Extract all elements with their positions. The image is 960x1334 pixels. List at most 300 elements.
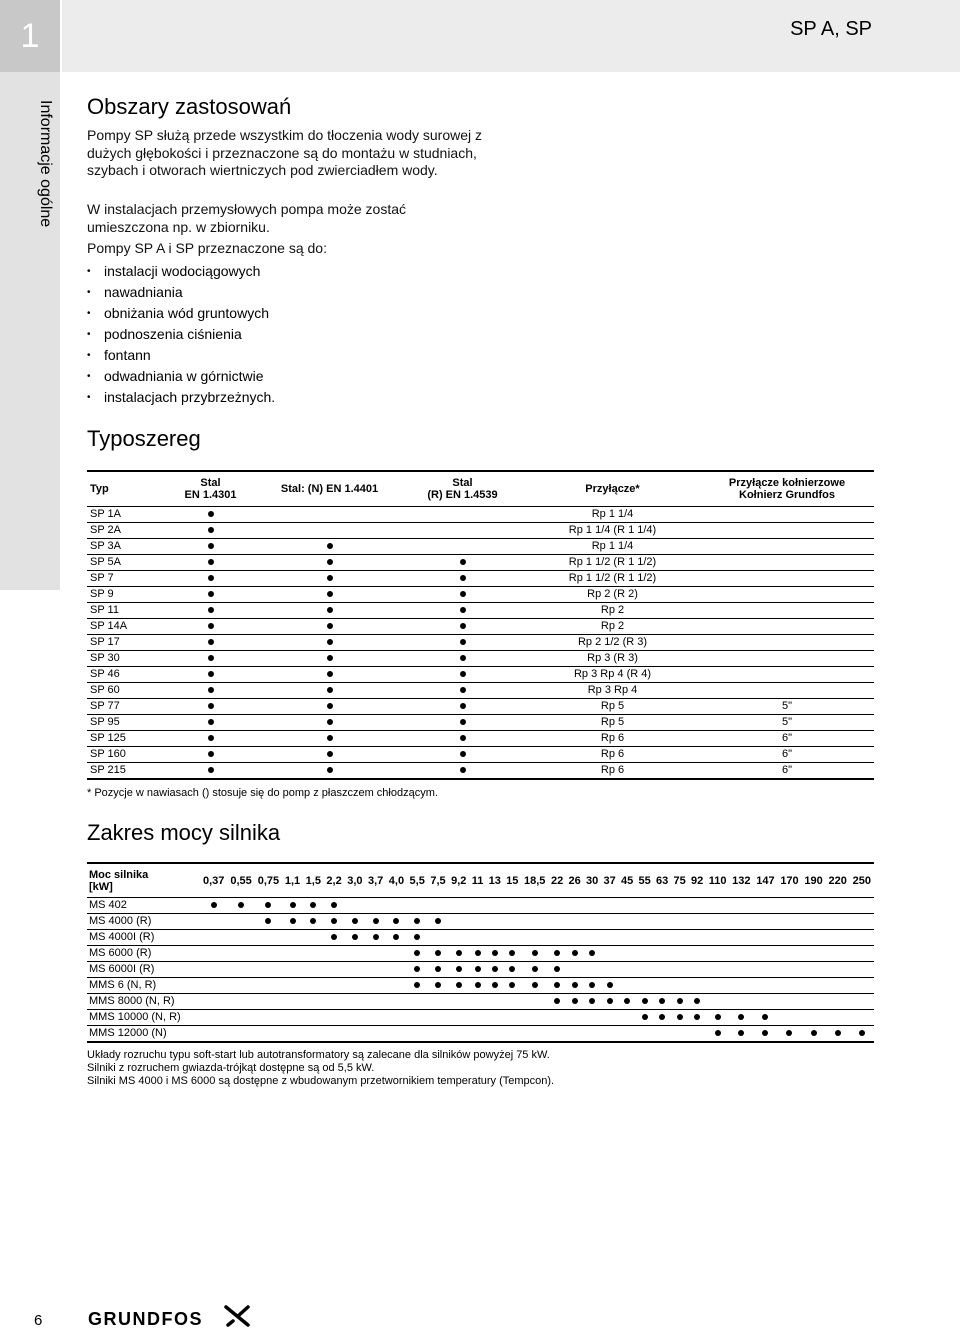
power-cell bbox=[583, 962, 601, 978]
availability-dot bbox=[509, 950, 515, 956]
cell-connection: Rp 6 bbox=[525, 763, 700, 780]
availability-dot bbox=[393, 918, 399, 924]
cell-steel-a bbox=[162, 731, 259, 747]
availability-dot bbox=[208, 511, 214, 517]
power-cell bbox=[688, 962, 706, 978]
power-cell bbox=[729, 978, 753, 994]
cell-typ: SP 5A bbox=[87, 555, 162, 571]
power-cell bbox=[671, 914, 689, 930]
cell-typ: SP 9 bbox=[87, 587, 162, 603]
power-cell bbox=[504, 978, 522, 994]
power-header: 250 bbox=[852, 874, 872, 887]
availability-dot bbox=[762, 1014, 768, 1020]
power-cell bbox=[826, 914, 850, 930]
power-cell bbox=[777, 946, 801, 962]
availability-dot bbox=[786, 1030, 792, 1036]
availability-dot bbox=[554, 966, 560, 972]
power-header: 75 bbox=[673, 874, 686, 887]
power-cell bbox=[521, 1010, 548, 1026]
power-cell bbox=[618, 930, 636, 946]
cell-connection: Rp 6 bbox=[525, 747, 700, 763]
cell-flange: 6" bbox=[700, 731, 874, 747]
availability-dot bbox=[208, 703, 214, 709]
power-cell bbox=[566, 1026, 584, 1043]
availability-dot bbox=[811, 1030, 817, 1036]
power-cell bbox=[777, 978, 801, 994]
cell-steel-b bbox=[259, 731, 400, 747]
power-cell bbox=[653, 1026, 671, 1043]
availability-dot bbox=[208, 575, 214, 581]
availability-dot bbox=[624, 998, 630, 1004]
power-cell bbox=[486, 1026, 504, 1043]
power-header: 26 bbox=[568, 874, 581, 887]
cell-flange bbox=[700, 635, 874, 651]
power-cell bbox=[303, 994, 324, 1010]
power-cell bbox=[303, 1026, 324, 1043]
power-header: 45 bbox=[621, 874, 634, 887]
cell-steel-c bbox=[400, 603, 525, 619]
power-cell bbox=[344, 994, 365, 1010]
cell-flange bbox=[700, 523, 874, 539]
cell-steel-c bbox=[400, 635, 525, 651]
power-cell bbox=[802, 1026, 826, 1043]
power-cell bbox=[227, 978, 254, 994]
col-connection: Przyłącze* bbox=[585, 483, 640, 495]
power-cell bbox=[601, 1010, 619, 1026]
availability-dot bbox=[327, 591, 333, 597]
power-cell bbox=[407, 994, 428, 1010]
cell-flange bbox=[700, 555, 874, 571]
availability-dot bbox=[327, 751, 333, 757]
power-cell bbox=[365, 930, 386, 946]
power-cell bbox=[324, 978, 345, 994]
power-cell bbox=[729, 914, 753, 930]
power-cell bbox=[688, 994, 706, 1010]
power-cell bbox=[802, 978, 826, 994]
power-cell bbox=[344, 930, 365, 946]
cell-flange: 5" bbox=[700, 699, 874, 715]
power-cell bbox=[407, 1010, 428, 1026]
availability-dot bbox=[327, 543, 333, 549]
availability-dot bbox=[509, 982, 515, 988]
power-cell bbox=[548, 994, 566, 1010]
cell-steel-b bbox=[259, 747, 400, 763]
power-header: 132 bbox=[732, 874, 751, 887]
power-header: 37 bbox=[603, 874, 616, 887]
power-cell bbox=[729, 1026, 753, 1043]
power-cell bbox=[486, 946, 504, 962]
power-cell bbox=[566, 914, 584, 930]
availability-dot bbox=[208, 655, 214, 661]
power-cell bbox=[802, 994, 826, 1010]
power-header: 63 bbox=[656, 874, 669, 887]
power-cell bbox=[448, 1026, 469, 1043]
section-heading-range: Typoszereg bbox=[87, 426, 201, 451]
table-row bbox=[87, 507, 874, 523]
power-cell bbox=[324, 930, 345, 946]
availability-dot bbox=[694, 998, 700, 1004]
power-cell bbox=[324, 898, 345, 914]
power-cell bbox=[653, 930, 671, 946]
power-cell bbox=[583, 930, 601, 946]
power-cell bbox=[486, 898, 504, 914]
availability-dot bbox=[859, 1030, 865, 1036]
power-cell bbox=[688, 978, 706, 994]
power-cell bbox=[850, 946, 874, 962]
power-cell bbox=[303, 1010, 324, 1026]
availability-dot bbox=[532, 966, 538, 972]
motor-row bbox=[87, 930, 874, 946]
availability-dot bbox=[456, 966, 462, 972]
power-cell bbox=[504, 946, 522, 962]
note-line: Układy rozruchu typu soft-start lub autotransformatory są zalecane dla silników powyżej 75 kW. bbox=[87, 1049, 550, 1061]
cell-steel-b bbox=[259, 683, 400, 699]
power-cell bbox=[601, 994, 619, 1010]
power-cell bbox=[753, 978, 777, 994]
table-row bbox=[87, 731, 874, 747]
table-row bbox=[87, 603, 874, 619]
bullet-list bbox=[87, 261, 275, 408]
availability-dot bbox=[677, 1014, 683, 1020]
availability-dot bbox=[208, 735, 214, 741]
availability-dot bbox=[460, 623, 466, 629]
availability-dot bbox=[532, 950, 538, 956]
table-row bbox=[87, 699, 874, 715]
cell-steel-a bbox=[162, 523, 259, 539]
cell-steel-b bbox=[259, 539, 400, 555]
availability-dot bbox=[715, 1030, 721, 1036]
availability-dot bbox=[290, 918, 296, 924]
cell-steel-a bbox=[162, 539, 259, 555]
power-cell bbox=[653, 898, 671, 914]
power-cell bbox=[566, 898, 584, 914]
power-cell bbox=[583, 978, 601, 994]
availability-dot bbox=[554, 982, 560, 988]
power-cell bbox=[504, 914, 522, 930]
power-cell bbox=[548, 946, 566, 962]
availability-dot bbox=[694, 1014, 700, 1020]
cell-steel-a bbox=[162, 683, 259, 699]
bullet-item: • nawadniania bbox=[87, 282, 275, 303]
availability-dot bbox=[572, 998, 578, 1004]
availability-dot bbox=[414, 918, 420, 924]
availability-dot bbox=[327, 687, 333, 693]
power-cell bbox=[344, 898, 365, 914]
power-header: 3,0 bbox=[347, 874, 363, 887]
power-cell bbox=[200, 946, 227, 962]
col-steel-4301: Stal EN 1.4301 bbox=[184, 477, 237, 501]
motor-row bbox=[87, 1010, 874, 1026]
power-cell bbox=[365, 898, 386, 914]
power-cell bbox=[548, 930, 566, 946]
power-header: 55 bbox=[638, 874, 651, 887]
power-cell bbox=[753, 1010, 777, 1026]
power-cell bbox=[303, 946, 324, 962]
power-cell bbox=[407, 946, 428, 962]
power-cell bbox=[618, 1010, 636, 1026]
cell-steel-b bbox=[259, 571, 400, 587]
power-header: 110 bbox=[708, 874, 727, 887]
cell-steel-a bbox=[162, 571, 259, 587]
cell-flange bbox=[700, 571, 874, 587]
power-cell bbox=[504, 962, 522, 978]
power-cell bbox=[826, 962, 850, 978]
power-header: 11 bbox=[471, 874, 484, 887]
power-cell bbox=[850, 1026, 874, 1043]
availability-dot bbox=[460, 751, 466, 757]
availability-dot bbox=[327, 719, 333, 725]
availability-dot bbox=[393, 934, 399, 940]
cell-connection: Rp 1 1/4 bbox=[525, 539, 700, 555]
power-cell bbox=[583, 898, 601, 914]
power-header: 4,0 bbox=[388, 874, 405, 887]
power-cell bbox=[486, 962, 504, 978]
availability-dot bbox=[331, 918, 337, 924]
power-cell bbox=[486, 930, 504, 946]
availability-dot bbox=[715, 1014, 721, 1020]
power-cell bbox=[200, 898, 227, 914]
footnote: * Pozycje w nawiasach () stosuje się do pomp z płaszczem chłodzącym. bbox=[87, 787, 438, 799]
power-cell bbox=[365, 962, 386, 978]
table-row bbox=[87, 763, 874, 780]
power-cell bbox=[802, 946, 826, 962]
availability-dot bbox=[211, 902, 217, 908]
cell-steel-a bbox=[162, 699, 259, 715]
availability-dot bbox=[460, 559, 466, 565]
power-cell bbox=[548, 962, 566, 978]
cell-steel-b bbox=[259, 715, 400, 731]
cell-typ: SP 95 bbox=[87, 715, 162, 731]
power-cell bbox=[706, 930, 729, 946]
bullet-item: • odwadniania w górnictwie bbox=[87, 366, 275, 387]
power-cell bbox=[521, 978, 548, 994]
motor-table bbox=[87, 862, 874, 1043]
power-cell bbox=[504, 1010, 522, 1026]
cell-typ: SP 215 bbox=[87, 763, 162, 780]
bullet-item: • instalacjach przybrzeżnych. bbox=[87, 387, 275, 408]
power-cell bbox=[448, 914, 469, 930]
power-cell bbox=[706, 946, 729, 962]
power-cell bbox=[753, 930, 777, 946]
availability-dot bbox=[554, 998, 560, 1004]
availability-dot bbox=[327, 607, 333, 613]
power-cell bbox=[227, 930, 254, 946]
power-cell bbox=[566, 930, 584, 946]
power-cell bbox=[386, 930, 407, 946]
power-cell bbox=[324, 962, 345, 978]
power-header: 0,55 bbox=[230, 874, 252, 887]
availability-dot bbox=[460, 639, 466, 645]
cell-steel-c bbox=[400, 507, 525, 523]
bullet-item: • obniżania wód gruntowych bbox=[87, 303, 275, 324]
motor-name: MS 6000I (R) bbox=[87, 962, 200, 978]
power-cell bbox=[802, 930, 826, 946]
power-cell bbox=[344, 1010, 365, 1026]
power-cell bbox=[618, 962, 636, 978]
table-row bbox=[87, 523, 874, 539]
cell-typ: SP 11 bbox=[87, 603, 162, 619]
power-cell bbox=[777, 962, 801, 978]
bullet-item: • instalacji wodociągowych bbox=[87, 261, 275, 282]
power-header: 147 bbox=[756, 874, 775, 887]
availability-dot bbox=[208, 543, 214, 549]
power-cell bbox=[729, 898, 753, 914]
power-cell bbox=[428, 994, 449, 1010]
table-row bbox=[87, 555, 874, 571]
availability-dot bbox=[352, 918, 358, 924]
availability-dot bbox=[475, 950, 481, 956]
cell-steel-a bbox=[162, 635, 259, 651]
cell-flange bbox=[700, 667, 874, 683]
availability-dot bbox=[642, 998, 648, 1004]
power-cell bbox=[618, 994, 636, 1010]
cell-typ: SP 30 bbox=[87, 651, 162, 667]
power-cell bbox=[636, 946, 654, 962]
availability-dot bbox=[460, 719, 466, 725]
power-header: 0,75 bbox=[257, 874, 280, 887]
power-cell bbox=[777, 914, 801, 930]
power-cell bbox=[428, 1010, 449, 1026]
power-cell bbox=[618, 898, 636, 914]
power-cell bbox=[636, 1026, 654, 1043]
cell-steel-c bbox=[400, 651, 525, 667]
power-cell bbox=[653, 978, 671, 994]
availability-dot bbox=[208, 719, 214, 725]
cell-steel-c bbox=[400, 699, 525, 715]
power-cell bbox=[448, 946, 469, 962]
cell-steel-a bbox=[162, 667, 259, 683]
power-cell bbox=[706, 1026, 729, 1043]
power-header: 92 bbox=[691, 874, 704, 887]
power-cell bbox=[521, 994, 548, 1010]
availability-dot bbox=[435, 982, 441, 988]
cell-typ: SP 77 bbox=[87, 699, 162, 715]
power-header: 3,7 bbox=[367, 874, 384, 887]
power-cell bbox=[671, 946, 689, 962]
availability-dot bbox=[607, 982, 613, 988]
power-cell bbox=[850, 994, 874, 1010]
section-heading-motor: Zakres mocy silnika bbox=[87, 820, 281, 845]
availability-dot bbox=[492, 982, 498, 988]
availability-dot bbox=[208, 607, 214, 613]
range-table bbox=[87, 470, 874, 780]
cell-steel-b bbox=[259, 619, 400, 635]
power-cell bbox=[448, 1010, 469, 1026]
power-cell bbox=[303, 898, 324, 914]
availability-dot bbox=[762, 1030, 768, 1036]
table-row bbox=[87, 587, 874, 603]
cell-connection: Rp 2 bbox=[525, 619, 700, 635]
power-cell bbox=[566, 946, 584, 962]
availability-dot bbox=[327, 735, 333, 741]
availability-dot bbox=[460, 655, 466, 661]
power-cell bbox=[566, 1010, 584, 1026]
power-cell bbox=[636, 978, 654, 994]
power-cell bbox=[303, 914, 324, 930]
availability-dot bbox=[589, 950, 595, 956]
power-cell bbox=[583, 994, 601, 1010]
power-header: 1,1 bbox=[284, 874, 301, 887]
power-cell bbox=[282, 994, 303, 1010]
power-cell bbox=[227, 994, 254, 1010]
cell-steel-c bbox=[400, 731, 525, 747]
power-cell bbox=[407, 898, 428, 914]
power-cell bbox=[653, 962, 671, 978]
power-cell bbox=[802, 962, 826, 978]
power-cell bbox=[486, 978, 504, 994]
availability-dot bbox=[290, 902, 296, 908]
availability-dot bbox=[738, 1014, 744, 1020]
table-row bbox=[87, 747, 874, 763]
availability-dot bbox=[265, 918, 271, 924]
power-cell bbox=[469, 946, 486, 962]
col-steel-4539: Stal (R) EN 1.4539 bbox=[427, 477, 498, 501]
power-cell bbox=[303, 962, 324, 978]
power-cell bbox=[826, 930, 850, 946]
power-cell bbox=[200, 994, 227, 1010]
power-cell bbox=[386, 1010, 407, 1026]
power-cell bbox=[850, 898, 874, 914]
availability-dot bbox=[208, 687, 214, 693]
power-cell bbox=[826, 978, 850, 994]
cell-steel-b bbox=[259, 555, 400, 571]
availability-dot bbox=[414, 950, 420, 956]
power-cell bbox=[636, 914, 654, 930]
power-cell bbox=[636, 930, 654, 946]
cell-connection: Rp 1 1/4 (R 1 1/4) bbox=[525, 523, 700, 539]
availability-dot bbox=[572, 950, 578, 956]
power-cell bbox=[706, 962, 729, 978]
power-header: 1,5 bbox=[305, 874, 321, 887]
cell-steel-c bbox=[400, 619, 525, 635]
power-cell bbox=[753, 914, 777, 930]
power-cell bbox=[282, 946, 303, 962]
power-cell bbox=[671, 1026, 689, 1043]
power-cell bbox=[344, 1026, 365, 1043]
col-typ: Typ bbox=[90, 483, 109, 495]
power-cell bbox=[826, 898, 850, 914]
paragraph: Pompy SP A i SP przeznaczone są do: bbox=[87, 240, 327, 256]
power-cell bbox=[671, 978, 689, 994]
cell-connection: Rp 2 1/2 (R 3) bbox=[525, 635, 700, 651]
power-cell bbox=[386, 994, 407, 1010]
cell-connection: Rp 3 (R 3) bbox=[525, 651, 700, 667]
power-cell bbox=[706, 1010, 729, 1026]
power-cell bbox=[324, 1010, 345, 1026]
power-cell bbox=[448, 994, 469, 1010]
power-cell bbox=[469, 978, 486, 994]
power-cell bbox=[583, 1026, 601, 1043]
cell-steel-b bbox=[259, 635, 400, 651]
power-cell bbox=[282, 914, 303, 930]
table-row bbox=[87, 715, 874, 731]
power-cell bbox=[386, 1026, 407, 1043]
availability-dot bbox=[532, 982, 538, 988]
availability-dot bbox=[327, 639, 333, 645]
power-cell bbox=[227, 1010, 254, 1026]
cell-steel-c bbox=[400, 555, 525, 571]
power-cell bbox=[486, 994, 504, 1010]
cell-flange: 6" bbox=[700, 763, 874, 780]
power-cell bbox=[303, 978, 324, 994]
cell-steel-c bbox=[400, 571, 525, 587]
power-cell bbox=[469, 914, 486, 930]
power-cell bbox=[826, 946, 850, 962]
power-cell bbox=[255, 962, 282, 978]
cell-steel-c bbox=[400, 747, 525, 763]
power-cell bbox=[428, 946, 449, 962]
availability-dot bbox=[492, 966, 498, 972]
